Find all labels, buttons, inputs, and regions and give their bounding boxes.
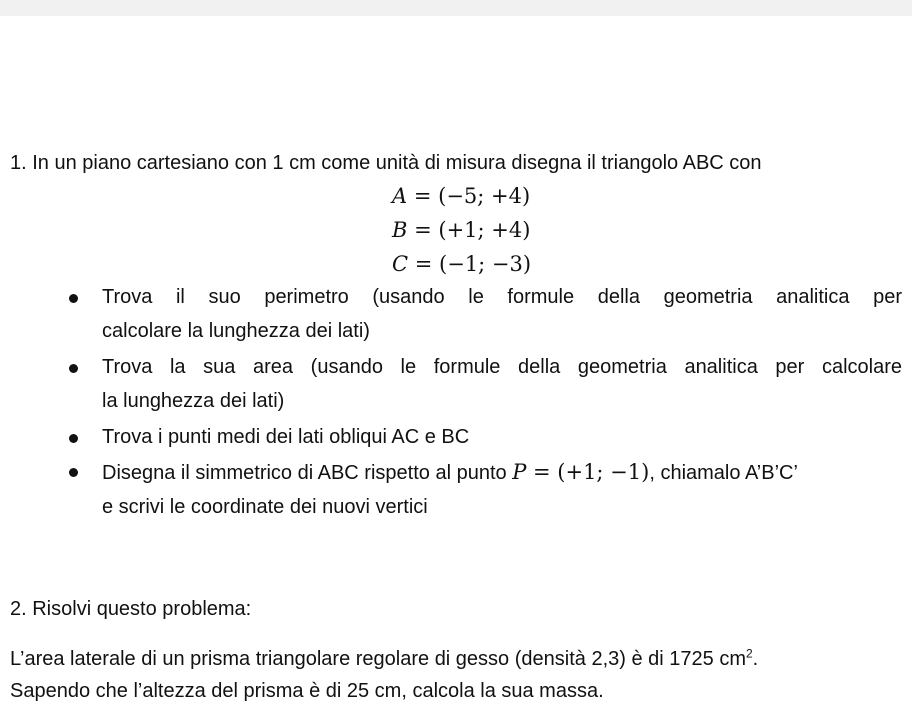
bullet-dot: [69, 294, 78, 303]
bullet4-line1: [102, 460, 798, 485]
problem2-text-line1-main: L’area laterale di un prisma triangolare regolare di gesso (densità 2,3) è di 1725 cm: [10, 648, 746, 670]
point-a: A = (−5; +4): [392, 184, 531, 208]
problem2-text-line1-end: .: [752, 648, 759, 670]
top-toolbar-strip: [0, 0, 912, 16]
point-b: B = (+1; +4): [392, 218, 531, 242]
bullet4-post: , chiamalo A’B’C’: [649, 462, 798, 484]
point-b-label: B: [392, 218, 408, 242]
point-p-coords: (+1; −1): [557, 460, 650, 484]
bullet4-line2: e scrivi le coordinate dei nuovi vertici: [102, 496, 428, 518]
point-a-coords: (−5; +4): [438, 184, 531, 208]
problem2-text-line2: Sapendo che l’altezza del prisma è di 25 cm, calcola la sua massa.: [10, 680, 604, 702]
bullet4-pre: Disegna il simmetrico di ABC rispetto al punto: [102, 462, 513, 484]
bullet-dot: [69, 468, 78, 477]
bullet2-line1: Trova la sua area (usando le formule della geometria analitica per calcolare: [102, 356, 902, 378]
point-b-coords: (+1; +4): [438, 218, 531, 242]
squared-exponent: 2: [745, 646, 753, 661]
bullet3-line1: Trova i punti medi dei lati obliqui AC e BC: [102, 426, 470, 448]
point-a-label: A: [392, 184, 408, 208]
problem2-heading: 2. Risolvi questo problema:: [10, 598, 252, 620]
bullet4-math: P = (+1; −1): [512, 460, 650, 484]
point-p-label: P: [512, 460, 527, 484]
problem2-text-line1: [10, 648, 758, 671]
point-c-label: C: [392, 252, 409, 276]
bullet2-line2: la lunghezza dei lati): [102, 390, 285, 412]
point-c: C = (−1; −3): [392, 252, 532, 276]
bullet1-line1: Trova il suo perimetro (usando le formule della geometria analitica per: [102, 286, 902, 308]
bullet-dot: [69, 434, 78, 443]
problem1-intro: 1. In un piano cartesiano con 1 cm come unità di misura disegna il triangolo ABC con: [10, 152, 762, 174]
bullet-dot: [69, 364, 78, 373]
bullet1-line2: calcolare la lunghezza dei lati): [102, 320, 370, 342]
point-c-coords: (−1; −3): [439, 252, 532, 276]
